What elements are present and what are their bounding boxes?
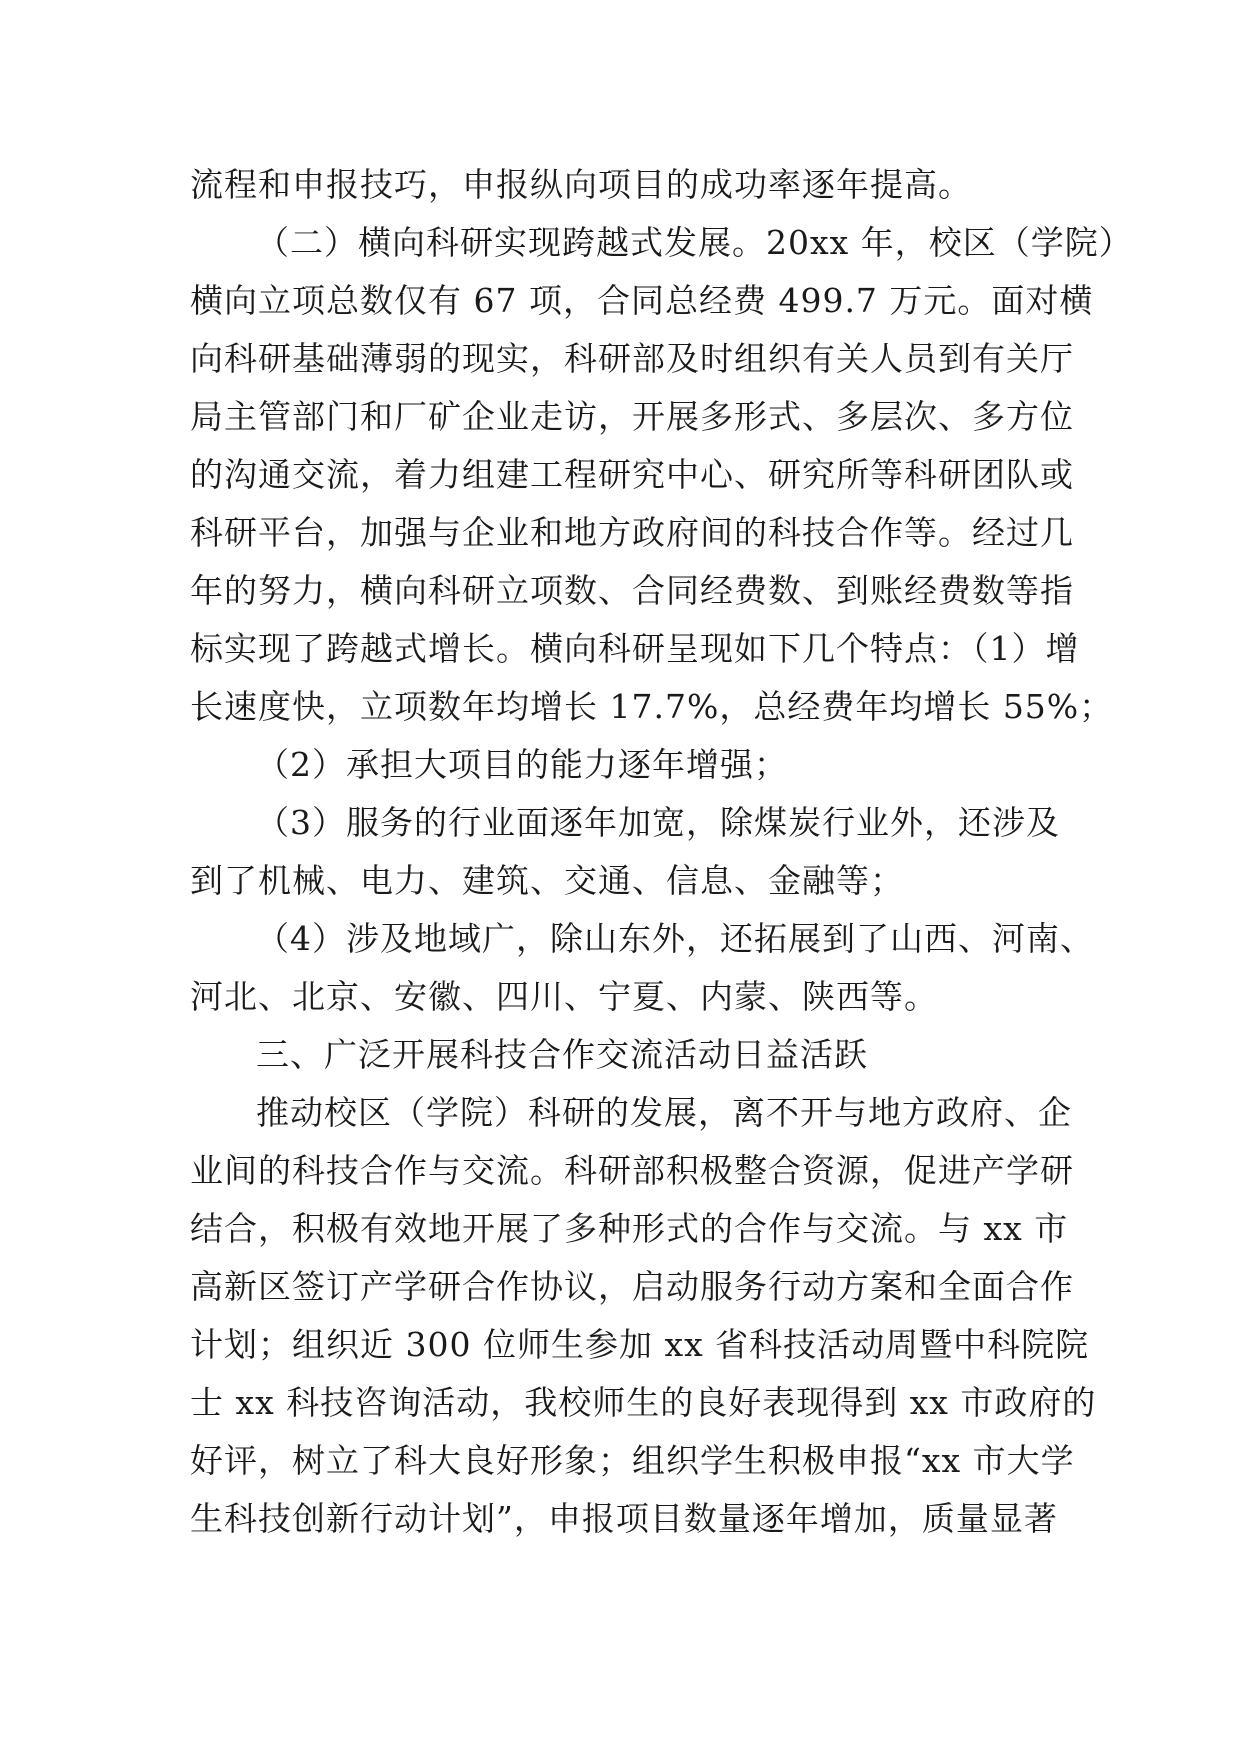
section-heading-3: 三、广泛开展科技合作交流活动日益活跃 (256, 1035, 868, 1074)
text-line: 好评，树立了科大良好形象；组织学生积极申报“xx 市大学 (190, 1441, 1075, 1480)
list-item-2: （2）承担大项目的能力逐年增强； (256, 745, 788, 784)
text-line: 局主管部门和厂矿企业走访，开展多形式、多层次、多方位 (190, 397, 1074, 436)
list-item-3: （3）服务的行业面逐年加宽，除煤炭行业外，还涉及 (256, 803, 1060, 842)
paragraph-heading-horizontal-research: （二）横向科研实现跨越式发展。20xx 年，校区（学院） (256, 223, 1133, 262)
text-line: 到了机械、电力、建筑、交通、信息、金融等； (190, 861, 904, 900)
document-body (190, 156, 1133, 1548)
text-line: 业间的科技合作与交流。科研部积极整合资源，促进产学研 (190, 1151, 1074, 1190)
text-line: 河北、北京、安徽、四川、宁夏、内蒙、陕西等。 (190, 977, 938, 1016)
text-line: 年的努力，横向科研立项数、合同经费数、到账经费数等指 (190, 571, 1074, 610)
text-line: 向科研基础薄弱的现实，科研部及时组织有关人员到有关厅 (190, 339, 1074, 378)
text-line: 标实现了跨越式增长。横向科研呈现如下几个特点：（1）增 (190, 629, 1080, 668)
text-line: 计划；组织近 300 位师生参加 xx 省科技活动周暨中科院院 (190, 1325, 1090, 1364)
text-line: 高新区签订产学研合作协议，启动服务行动方案和全面合作 (190, 1267, 1074, 1306)
text-line: 长速度快，立项数年均增长 17.7%，总经费年均增长 55%； (190, 687, 1114, 726)
text-line: 流程和申报技巧，申报纵向项目的成功率逐年提高。 (190, 165, 972, 204)
text-line: 结合，积极有效地开展了多种形式的合作与交流。与 xx 市 (190, 1209, 1069, 1248)
text-line: 生科技创新行动计划”，申报项目数量逐年增加，质量显著 (190, 1499, 1058, 1538)
text-line: 士 xx 科技咨询活动，我校师生的良好表现得到 xx 市政府的 (190, 1383, 1097, 1422)
text-line: 科研平台，加强与企业和地方政府间的科技合作等。经过几 (190, 513, 1074, 552)
list-item-4: （4）涉及地域广，除山东外，还拓展到了山西、河南、 (256, 919, 1094, 958)
text-line: 横向立项总数仅有 67 项，合同总经费 499.7 万元。面对横 (190, 281, 1094, 320)
text-line: 的沟通交流，着力组建工程研究中心、研究所等科研团队或 (190, 455, 1074, 494)
paragraph-start: 推动校区（学院）科研的发展，离不开与地方政府、企 (256, 1093, 1072, 1132)
